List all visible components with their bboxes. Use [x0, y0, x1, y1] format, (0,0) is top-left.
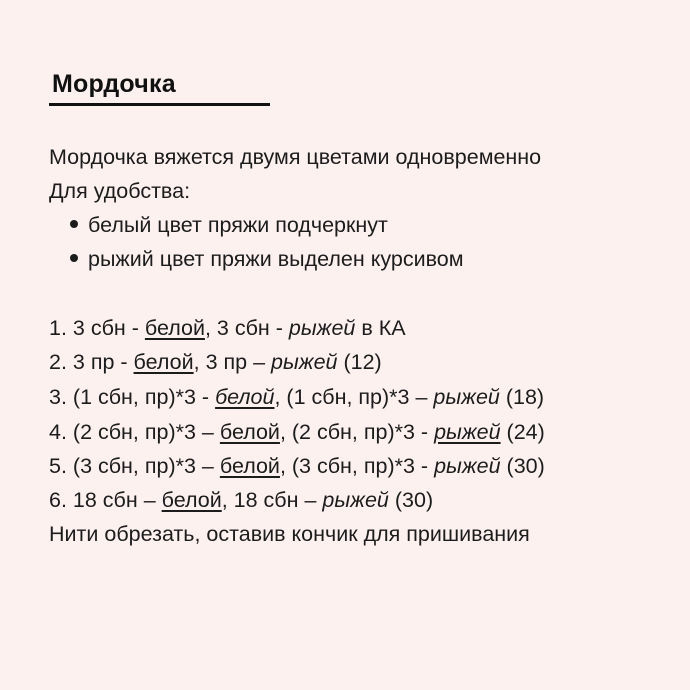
row-text: , (1 сбн, пр)*3 – — [274, 385, 434, 409]
pattern-row — [49, 418, 545, 446]
intro-line-2: Для удобства: — [49, 179, 191, 203]
white-yarn-label: белой — [219, 454, 280, 478]
page-title: Мордочка — [52, 70, 176, 98]
row-text: , 3 пр – — [193, 350, 272, 374]
bullet-item — [70, 245, 464, 273]
bullet-text: рыжий цвет пряжи выделен курсивом — [88, 247, 464, 271]
row-text: (30) — [388, 488, 434, 512]
orange-yarn-label: рыжей — [433, 385, 500, 409]
orange-yarn-label: рыжей — [434, 454, 501, 478]
orange-yarn-label: рыжей — [434, 420, 501, 444]
pattern-row — [49, 348, 382, 376]
orange-yarn-label: рыжей — [322, 488, 389, 512]
bullet-icon — [70, 220, 78, 228]
pattern-row — [49, 314, 406, 342]
intro-line-1: Мордочка вяжется двумя цветами одновременно — [49, 145, 542, 169]
title-underline — [49, 103, 270, 106]
row-text: 1. 3 сбн - — [49, 316, 145, 340]
row-text: , 3 сбн - — [204, 316, 289, 340]
pattern-row — [49, 452, 545, 480]
orange-yarn-label: рыжей — [288, 316, 356, 340]
white-yarn-label: белой — [219, 420, 280, 444]
white-yarn-label: белой — [144, 316, 205, 340]
row-text: 3. (1 сбн, пр)*3 - — [49, 385, 216, 409]
row-text: 6. 18 сбн – — [49, 488, 162, 512]
row-text: , (3 сбн, пр)*3 - — [279, 454, 435, 478]
pattern-row — [49, 486, 433, 514]
row-text: 2. 3 пр - — [49, 350, 134, 374]
row-text: (30) — [500, 454, 545, 478]
white-yarn-label: белой — [215, 385, 275, 409]
row-text: в КА — [355, 316, 406, 340]
row-text: , 18 сбн – — [221, 488, 323, 512]
row-text: (12) — [337, 350, 382, 374]
footer-instruction: Нити обрезать, оставив кончик для пришивания — [49, 522, 530, 546]
row-text: 4. (2 сбн, пр)*3 – — [49, 420, 220, 444]
bullet-item — [70, 211, 388, 239]
white-yarn-label: белой — [133, 350, 194, 374]
orange-yarn-label: рыжей — [271, 350, 338, 374]
white-yarn-label: белой — [161, 488, 222, 512]
pattern-row — [49, 383, 544, 411]
row-text: , (2 сбн, пр)*3 - — [279, 420, 435, 444]
row-text: (18) — [499, 385, 545, 409]
bullet-text: белый цвет пряжи подчеркнут — [88, 213, 388, 237]
row-text: (24) — [500, 420, 545, 444]
bullet-icon — [70, 254, 78, 262]
row-text: 5. (3 сбн, пр)*3 – — [49, 454, 220, 478]
